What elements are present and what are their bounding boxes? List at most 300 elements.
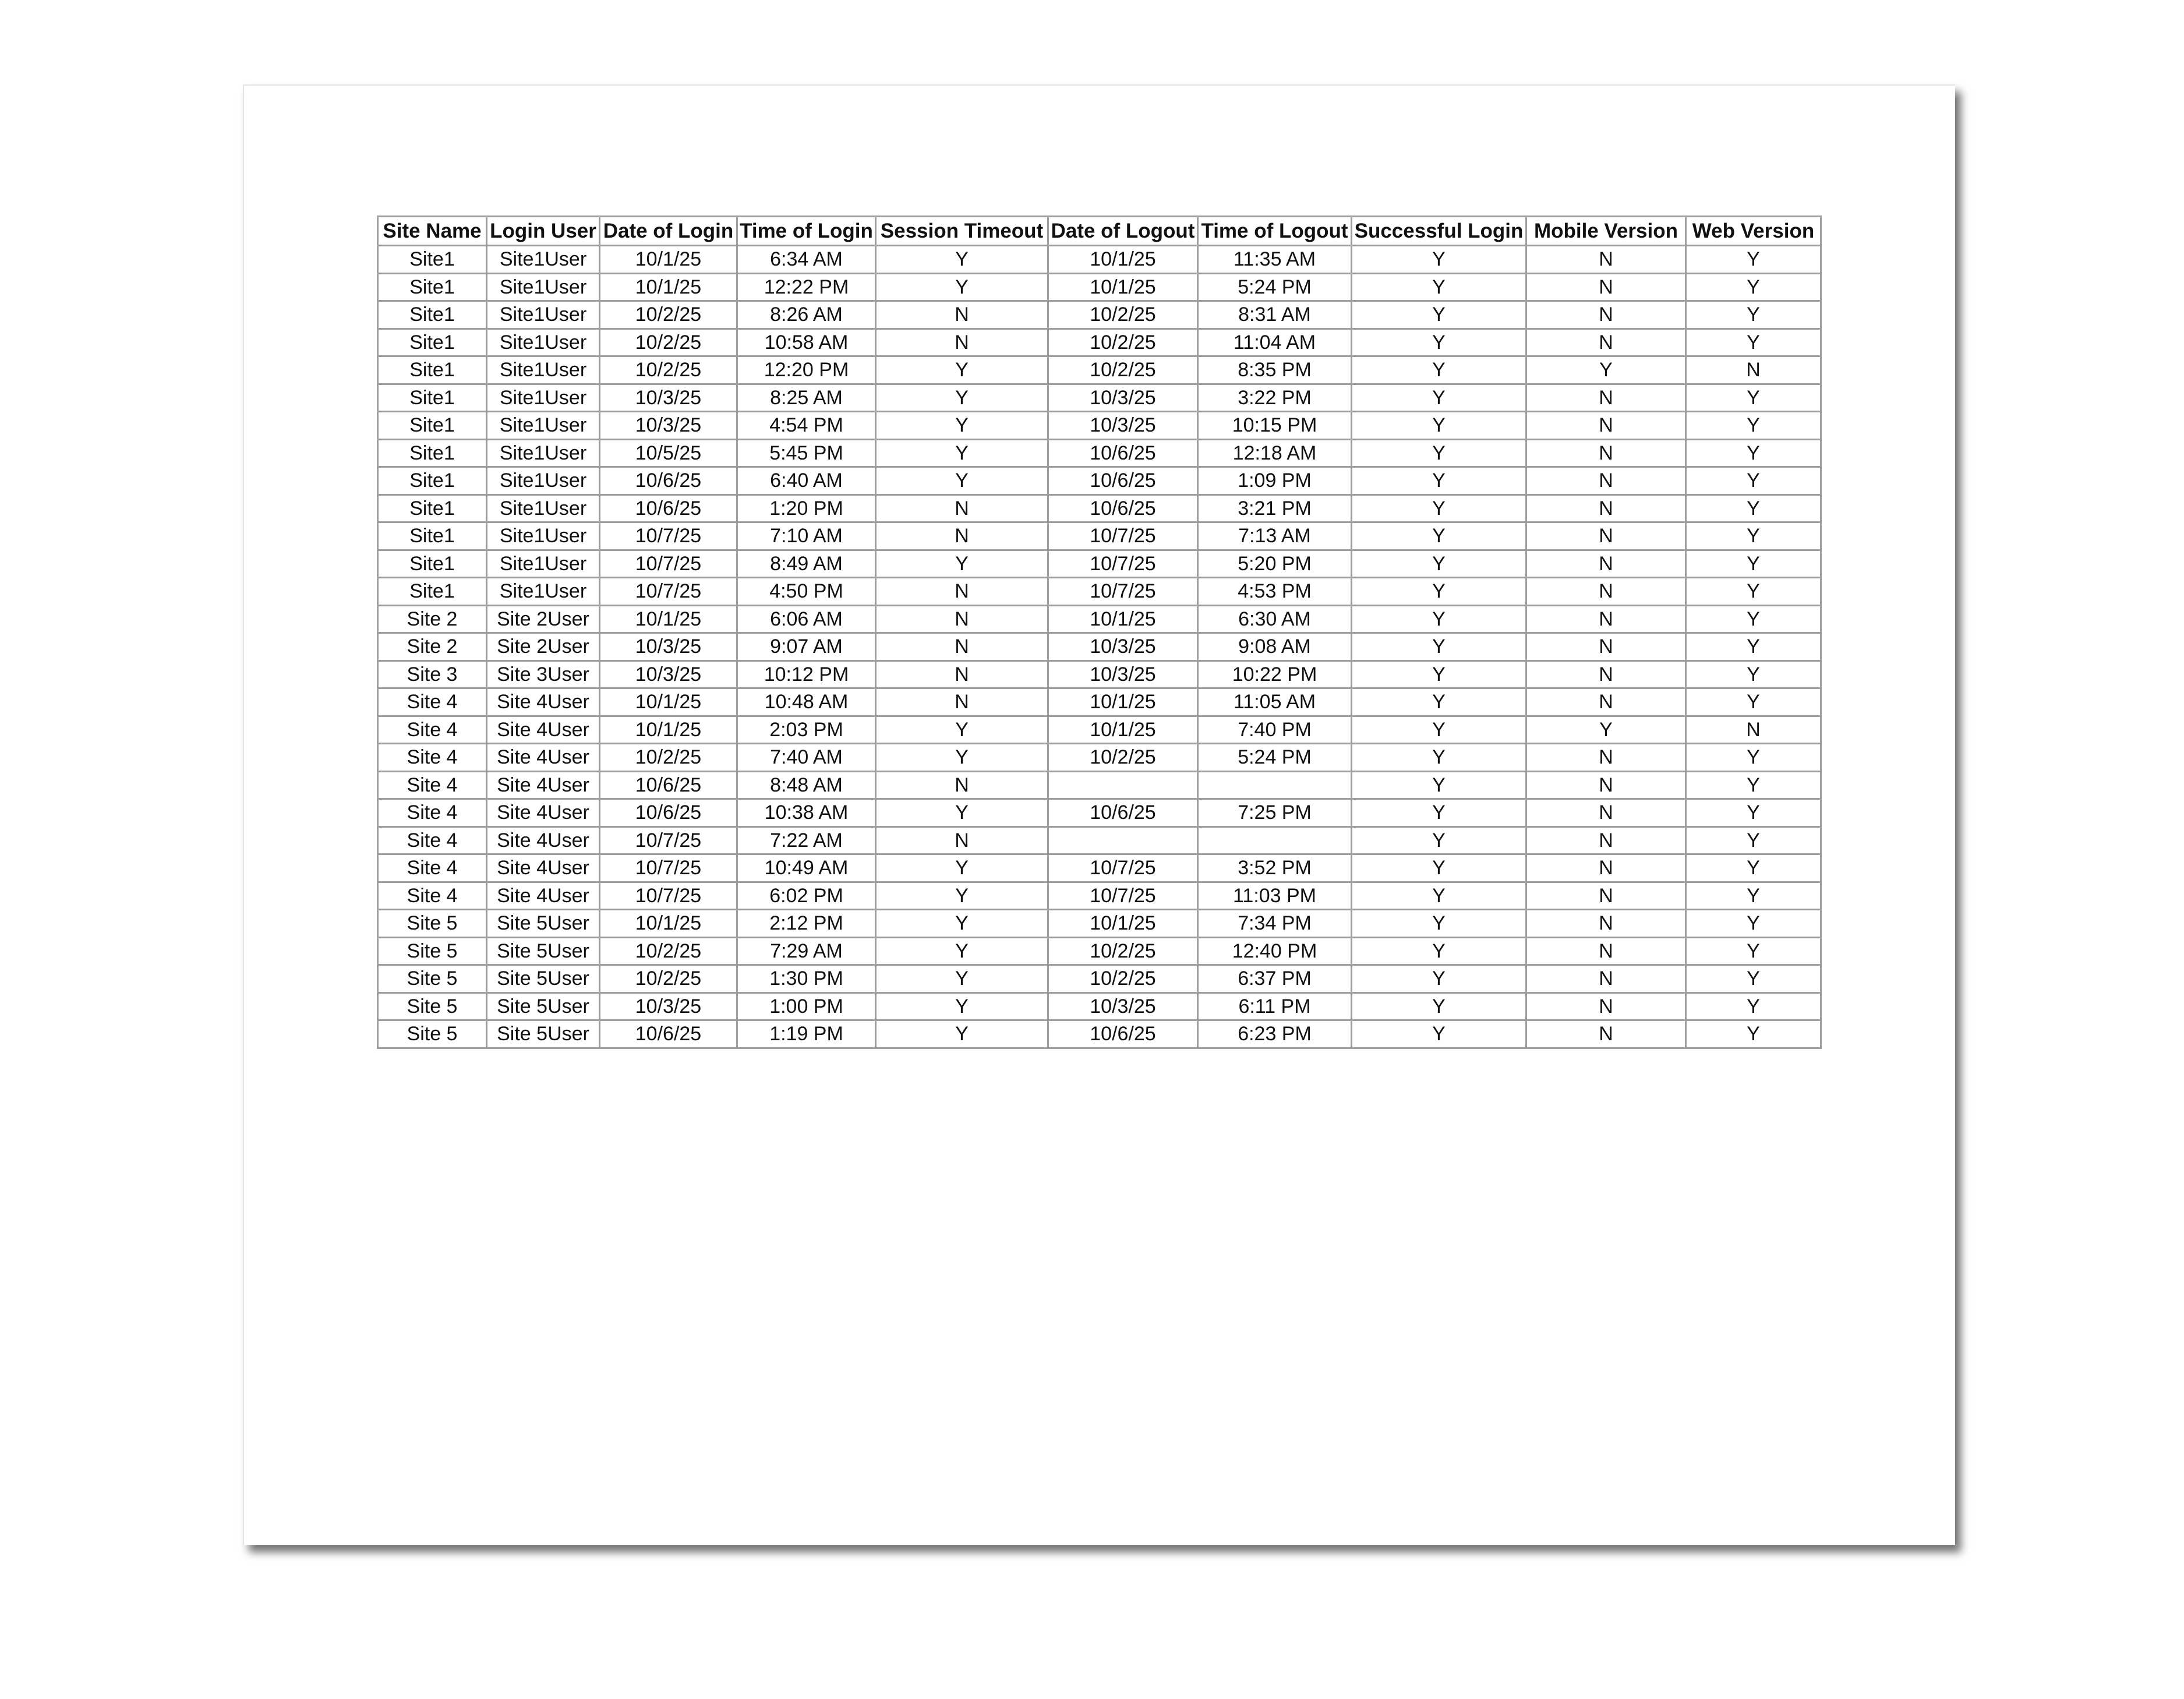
cell-date-of-logout: 10/7/25 [1048,578,1198,606]
cell-web-version: Y [1686,494,1821,522]
cell-time-of-logout: 12:18 AM [1198,439,1352,467]
cell-time-of-logout: 5:20 PM [1198,550,1352,578]
column-header-time-of-logout: Time of Logout [1198,217,1352,246]
cell-web-version: Y [1686,660,1821,688]
column-header-date-of-login: Date of Login [600,217,737,246]
cell-successful-login: Y [1352,412,1526,440]
cell-site-name: Site1 [378,412,487,440]
cell-date-of-login: 10/5/25 [600,439,737,467]
cell-date-of-login: 10/7/25 [600,578,737,606]
cell-time-of-login: 8:26 AM [737,301,876,329]
cell-time-of-login: 2:12 PM [737,910,876,938]
cell-time-of-logout: 6:30 AM [1198,605,1352,633]
cell-web-version: Y [1686,688,1821,716]
cell-web-version: Y [1686,273,1821,301]
cell-web-version: Y [1686,992,1821,1020]
cell-date-of-logout: 10/2/25 [1048,965,1198,993]
cell-time-of-login: 7:22 AM [737,826,876,854]
table-row [378,1020,1821,1048]
cell-web-version: Y [1686,854,1821,882]
cell-session-timeout: N [876,771,1048,799]
cell-login-user: Site 2User [487,633,600,661]
cell-login-user: Site 5User [487,992,600,1020]
cell-mobile-version: N [1526,688,1686,716]
cell-site-name: Site1 [378,301,487,329]
cell-login-user: Site 5User [487,1020,600,1048]
cell-session-timeout: N [876,605,1048,633]
table-row [378,688,1821,716]
cell-session-timeout: Y [876,1020,1048,1048]
cell-web-version: Y [1686,965,1821,993]
cell-time-of-logout: 5:24 PM [1198,273,1352,301]
cell-time-of-login: 6:06 AM [737,605,876,633]
cell-date-of-logout: 10/2/25 [1048,356,1198,384]
cell-time-of-logout: 6:37 PM [1198,965,1352,993]
cell-time-of-login: 12:20 PM [737,356,876,384]
cell-time-of-logout: 3:22 PM [1198,384,1352,412]
cell-login-user: Site1User [487,412,600,440]
cell-web-version: N [1686,356,1821,384]
cell-site-name: Site1 [378,384,487,412]
cell-date-of-logout: 10/2/25 [1048,329,1198,356]
table-row [378,246,1821,274]
cell-date-of-login: 10/3/25 [600,412,737,440]
cell-time-of-logout: 7:25 PM [1198,799,1352,827]
cell-login-user: Site 5User [487,937,600,965]
table-row [378,494,1821,522]
cell-time-of-login: 6:02 PM [737,882,876,910]
cell-date-of-logout: 10/7/25 [1048,854,1198,882]
cell-web-version: Y [1686,467,1821,495]
cell-mobile-version: N [1526,660,1686,688]
table-row [378,992,1821,1020]
cell-session-timeout: Y [876,854,1048,882]
cell-site-name: Site 5 [378,1020,487,1048]
cell-session-timeout: Y [876,716,1048,744]
cell-web-version: Y [1686,329,1821,356]
column-header-successful-login: Successful Login [1352,217,1526,246]
column-header-mobile-version: Mobile Version [1526,217,1686,246]
cell-date-of-login: 10/1/25 [600,910,737,938]
cell-time-of-login: 12:22 PM [737,273,876,301]
cell-web-version: Y [1686,578,1821,606]
cell-login-user: Site1User [487,494,600,522]
cell-time-of-login: 10:12 PM [737,660,876,688]
table-row [378,744,1821,772]
cell-mobile-version: N [1526,522,1686,550]
table-row [378,854,1821,882]
cell-login-user: Site1User [487,329,600,356]
cell-session-timeout: Y [876,937,1048,965]
cell-mobile-version: Y [1526,356,1686,384]
cell-web-version: N [1686,716,1821,744]
table-row [378,467,1821,495]
cell-date-of-login: 10/6/25 [600,1020,737,1048]
cell-date-of-login: 10/1/25 [600,273,737,301]
table-row [378,522,1821,550]
cell-date-of-logout: 10/2/25 [1048,937,1198,965]
cell-date-of-logout: 10/3/25 [1048,384,1198,412]
cell-time-of-login: 8:49 AM [737,550,876,578]
cell-web-version: Y [1686,1020,1821,1048]
column-header-time-of-login: Time of Login [737,217,876,246]
cell-successful-login: Y [1352,384,1526,412]
cell-mobile-version: N [1526,854,1686,882]
cell-time-of-logout: 10:22 PM [1198,660,1352,688]
cell-site-name: Site 4 [378,771,487,799]
cell-web-version: Y [1686,522,1821,550]
cell-time-of-login: 5:45 PM [737,439,876,467]
cell-date-of-login: 10/2/25 [600,356,737,384]
table-row [378,660,1821,688]
cell-mobile-version: N [1526,467,1686,495]
cell-date-of-logout: 10/6/25 [1048,799,1198,827]
cell-time-of-logout: 5:24 PM [1198,744,1352,772]
cell-login-user: Site1User [487,439,600,467]
cell-time-of-logout: 9:08 AM [1198,633,1352,661]
cell-login-user: Site 4User [487,771,600,799]
cell-site-name: Site 4 [378,882,487,910]
cell-time-of-login: 1:00 PM [737,992,876,1020]
cell-session-timeout: N [876,329,1048,356]
cell-web-version: Y [1686,384,1821,412]
cell-successful-login: Y [1352,799,1526,827]
cell-mobile-version: N [1526,965,1686,993]
cell-session-timeout: Y [876,910,1048,938]
cell-session-timeout: N [876,301,1048,329]
cell-mobile-version: N [1526,246,1686,274]
cell-time-of-logout: 11:05 AM [1198,688,1352,716]
cell-mobile-version: N [1526,771,1686,799]
cell-date-of-logout: 10/3/25 [1048,633,1198,661]
cell-date-of-login: 10/1/25 [600,246,737,274]
cell-successful-login: Y [1352,992,1526,1020]
cell-time-of-login: 2:03 PM [737,716,876,744]
cell-time-of-logout: 7:40 PM [1198,716,1352,744]
cell-date-of-logout: 10/1/25 [1048,910,1198,938]
cell-session-timeout: Y [876,439,1048,467]
cell-time-of-logout: 7:13 AM [1198,522,1352,550]
cell-time-of-login: 8:48 AM [737,771,876,799]
cell-mobile-version: N [1526,937,1686,965]
table-row [378,826,1821,854]
cell-date-of-logout: 10/7/25 [1048,882,1198,910]
cell-mobile-version: N [1526,273,1686,301]
cell-mobile-version: N [1526,799,1686,827]
cell-date-of-login: 10/3/25 [600,992,737,1020]
table-row [378,771,1821,799]
cell-date-of-logout: 10/3/25 [1048,660,1198,688]
cell-date-of-login: 10/1/25 [600,716,737,744]
table-row [378,550,1821,578]
cell-successful-login: Y [1352,301,1526,329]
cell-date-of-login: 10/1/25 [600,688,737,716]
cell-session-timeout: Y [876,744,1048,772]
login-log-table [377,216,1822,1049]
cell-successful-login: Y [1352,467,1526,495]
cell-date-of-login: 10/6/25 [600,771,737,799]
cell-time-of-logout: 11:35 AM [1198,246,1352,274]
cell-mobile-version: N [1526,910,1686,938]
cell-date-of-logout: 10/7/25 [1048,550,1198,578]
cell-successful-login: Y [1352,578,1526,606]
cell-mobile-version: N [1526,744,1686,772]
table-row [378,882,1821,910]
cell-site-name: Site1 [378,439,487,467]
cell-site-name: Site 5 [378,992,487,1020]
cell-time-of-logout: 1:09 PM [1198,467,1352,495]
cell-date-of-logout: 10/1/25 [1048,273,1198,301]
cell-mobile-version: N [1526,633,1686,661]
cell-date-of-logout: 10/3/25 [1048,992,1198,1020]
cell-web-version: Y [1686,633,1821,661]
cell-time-of-logout [1198,771,1352,799]
cell-date-of-login: 10/7/25 [600,550,737,578]
cell-time-of-login: 10:38 AM [737,799,876,827]
cell-mobile-version: N [1526,412,1686,440]
table-row [378,329,1821,356]
cell-web-version: Y [1686,412,1821,440]
cell-time-of-logout: 10:15 PM [1198,412,1352,440]
cell-session-timeout: N [876,494,1048,522]
table-row [378,356,1821,384]
cell-session-timeout: N [876,578,1048,606]
cell-date-of-logout: 10/7/25 [1048,522,1198,550]
cell-session-timeout: Y [876,246,1048,274]
cell-date-of-login: 10/3/25 [600,660,737,688]
cell-site-name: Site 4 [378,744,487,772]
cell-date-of-logout [1048,826,1198,854]
cell-login-user: Site 5User [487,965,600,993]
cell-successful-login: Y [1352,771,1526,799]
cell-site-name: Site1 [378,578,487,606]
cell-time-of-login: 8:25 AM [737,384,876,412]
cell-site-name: Site 4 [378,826,487,854]
cell-login-user: Site 4User [487,882,600,910]
cell-login-user: Site1User [487,578,600,606]
cell-date-of-logout: 10/2/25 [1048,301,1198,329]
cell-mobile-version: N [1526,992,1686,1020]
cell-site-name: Site1 [378,522,487,550]
cell-time-of-logout [1198,826,1352,854]
cell-web-version: Y [1686,550,1821,578]
cell-time-of-logout: 3:21 PM [1198,494,1352,522]
cell-successful-login: Y [1352,688,1526,716]
cell-date-of-logout: 10/2/25 [1048,744,1198,772]
cell-date-of-login: 10/2/25 [600,937,737,965]
table-header-row [378,217,1821,246]
cell-login-user: Site1User [487,467,600,495]
cell-login-user: Site1User [487,550,600,578]
cell-time-of-login: 9:07 AM [737,633,876,661]
cell-date-of-login: 10/6/25 [600,467,737,495]
cell-successful-login: Y [1352,744,1526,772]
cell-session-timeout: N [876,660,1048,688]
cell-successful-login: Y [1352,329,1526,356]
cell-login-user: Site1User [487,301,600,329]
table-row [378,273,1821,301]
cell-web-version: Y [1686,744,1821,772]
cell-time-of-logout: 6:11 PM [1198,992,1352,1020]
table-row [378,412,1821,440]
cell-mobile-version: N [1526,439,1686,467]
cell-session-timeout: N [876,688,1048,716]
cell-time-of-login: 1:20 PM [737,494,876,522]
cell-session-timeout: Y [876,992,1048,1020]
cell-date-of-logout: 10/1/25 [1048,605,1198,633]
cell-mobile-version: N [1526,494,1686,522]
cell-date-of-login: 10/7/25 [600,522,737,550]
cell-mobile-version: N [1526,605,1686,633]
table-row [378,633,1821,661]
cell-date-of-login: 10/3/25 [600,633,737,661]
cell-successful-login: Y [1352,494,1526,522]
cell-time-of-logout: 6:23 PM [1198,1020,1352,1048]
cell-time-of-login: 4:50 PM [737,578,876,606]
cell-web-version: Y [1686,937,1821,965]
cell-login-user: Site 5User [487,910,600,938]
cell-date-of-logout: 10/6/25 [1048,1020,1198,1048]
cell-session-timeout: Y [876,412,1048,440]
cell-web-version: Y [1686,301,1821,329]
cell-date-of-logout [1048,771,1198,799]
cell-time-of-login: 6:34 AM [737,246,876,274]
cell-date-of-logout: 10/3/25 [1048,412,1198,440]
cell-time-of-logout: 12:40 PM [1198,937,1352,965]
cell-login-user: Site 4User [487,688,600,716]
cell-time-of-logout: 8:35 PM [1198,356,1352,384]
cell-date-of-login: 10/3/25 [600,384,737,412]
cell-time-of-login: 7:10 AM [737,522,876,550]
cell-successful-login: Y [1352,439,1526,467]
cell-login-user: Site1User [487,384,600,412]
cell-web-version: Y [1686,799,1821,827]
cell-login-user: Site 4User [487,854,600,882]
cell-time-of-login: 7:40 AM [737,744,876,772]
cell-session-timeout: Y [876,965,1048,993]
cell-date-of-logout: 10/6/25 [1048,467,1198,495]
cell-site-name: Site 5 [378,910,487,938]
cell-mobile-version: N [1526,1020,1686,1048]
cell-successful-login: Y [1352,605,1526,633]
cell-login-user: Site 4User [487,716,600,744]
cell-web-version: Y [1686,439,1821,467]
document-page [243,84,1955,1545]
cell-site-name: Site 4 [378,799,487,827]
cell-site-name: Site 5 [378,965,487,993]
cell-login-user: Site 4User [487,744,600,772]
cell-successful-login: Y [1352,826,1526,854]
cell-date-of-login: 10/6/25 [600,494,737,522]
cell-date-of-logout: 10/1/25 [1048,688,1198,716]
cell-session-timeout: N [876,522,1048,550]
table-row [378,439,1821,467]
cell-time-of-login: 4:54 PM [737,412,876,440]
table-row [378,605,1821,633]
cell-successful-login: Y [1352,965,1526,993]
cell-date-of-login: 10/6/25 [600,799,737,827]
cell-time-of-logout: 11:03 PM [1198,882,1352,910]
cell-site-name: Site1 [378,329,487,356]
cell-mobile-version: N [1526,329,1686,356]
cell-mobile-version: N [1526,384,1686,412]
cell-time-of-login: 10:48 AM [737,688,876,716]
cell-session-timeout: Y [876,799,1048,827]
cell-site-name: Site1 [378,273,487,301]
cell-site-name: Site 3 [378,660,487,688]
cell-date-of-logout: 10/1/25 [1048,246,1198,274]
cell-date-of-login: 10/1/25 [600,605,737,633]
cell-session-timeout: Y [876,356,1048,384]
cell-site-name: Site1 [378,246,487,274]
table-row [378,384,1821,412]
cell-successful-login: Y [1352,633,1526,661]
column-header-session-timeout: Session Timeout [876,217,1048,246]
table-row [378,965,1821,993]
cell-time-of-login: 7:29 AM [737,937,876,965]
column-header-site-name: Site Name [378,217,487,246]
cell-mobile-version: N [1526,882,1686,910]
cell-date-of-login: 10/2/25 [600,329,737,356]
cell-site-name: Site 2 [378,605,487,633]
cell-time-of-logout: 11:04 AM [1198,329,1352,356]
cell-successful-login: Y [1352,356,1526,384]
cell-date-of-login: 10/2/25 [600,744,737,772]
cell-mobile-version: N [1526,578,1686,606]
cell-time-of-logout: 8:31 AM [1198,301,1352,329]
column-header-login-user: Login User [487,217,600,246]
cell-login-user: Site1User [487,273,600,301]
cell-time-of-login: 1:19 PM [737,1020,876,1048]
cell-session-timeout: Y [876,384,1048,412]
cell-time-of-login: 6:40 AM [737,467,876,495]
cell-successful-login: Y [1352,273,1526,301]
cell-time-of-login: 10:49 AM [737,854,876,882]
cell-mobile-version: N [1526,301,1686,329]
table-row [378,937,1821,965]
cell-web-version: Y [1686,605,1821,633]
cell-site-name: Site1 [378,467,487,495]
cell-mobile-version: Y [1526,716,1686,744]
cell-successful-login: Y [1352,937,1526,965]
cell-date-of-login: 10/2/25 [600,301,737,329]
cell-session-timeout: N [876,633,1048,661]
cell-login-user: Site1User [487,246,600,274]
cell-successful-login: Y [1352,1020,1526,1048]
cell-time-of-logout: 4:53 PM [1198,578,1352,606]
cell-successful-login: Y [1352,910,1526,938]
cell-session-timeout: Y [876,467,1048,495]
cell-site-name: Site1 [378,356,487,384]
cell-time-of-logout: 3:52 PM [1198,854,1352,882]
cell-site-name: Site1 [378,494,487,522]
table-row [378,301,1821,329]
cell-date-of-login: 10/2/25 [600,965,737,993]
cell-web-version: Y [1686,826,1821,854]
cell-login-user: Site 4User [487,799,600,827]
cell-date-of-login: 10/7/25 [600,854,737,882]
cell-web-version: Y [1686,246,1821,274]
cell-date-of-logout: 10/6/25 [1048,494,1198,522]
cell-time-of-login: 10:58 AM [737,329,876,356]
cell-web-version: Y [1686,882,1821,910]
cell-site-name: Site 4 [378,716,487,744]
cell-successful-login: Y [1352,660,1526,688]
table-row [378,578,1821,606]
column-header-date-of-logout: Date of Logout [1048,217,1198,246]
cell-session-timeout: Y [876,550,1048,578]
cell-site-name: Site 4 [378,854,487,882]
